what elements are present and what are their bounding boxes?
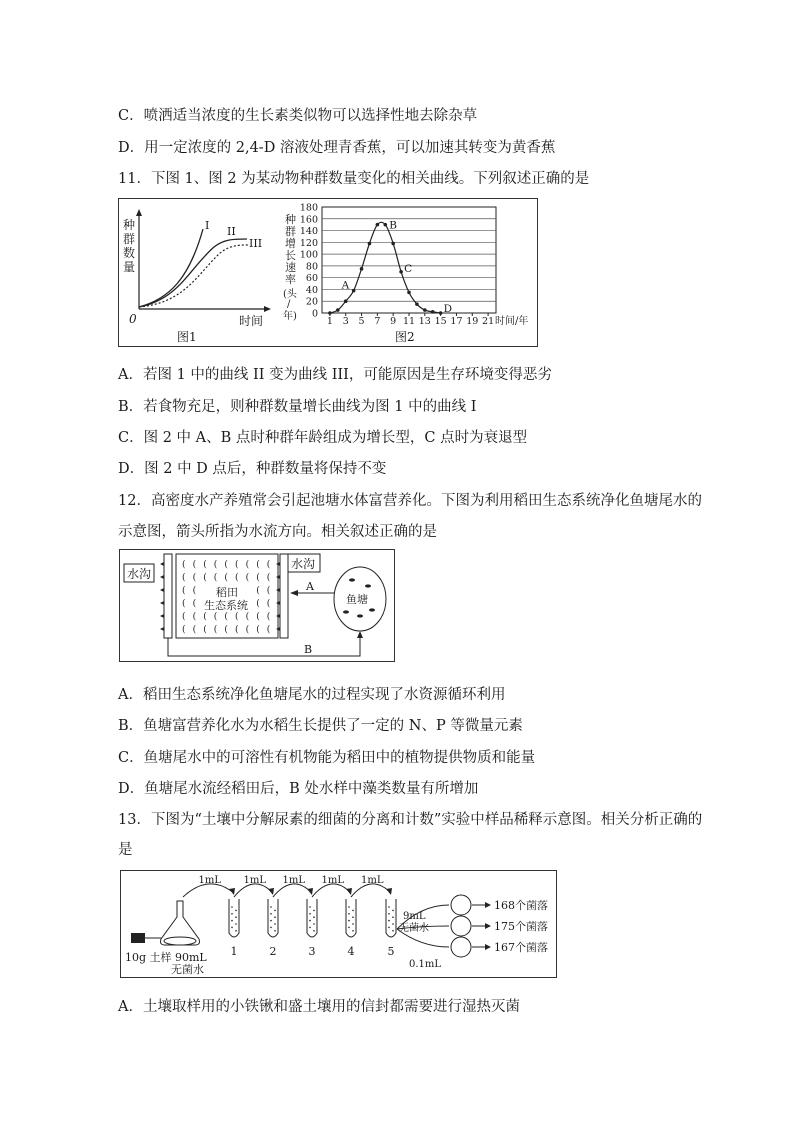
fig1-origin: 0 bbox=[129, 312, 137, 326]
sample-label: 10g 土样 bbox=[125, 951, 172, 964]
rice-plant: ( bbox=[182, 586, 186, 596]
transfer-volume: 1mL bbox=[282, 875, 305, 886]
left-flow-arrow bbox=[160, 627, 164, 631]
fig2-ylabel-0: 种 bbox=[285, 213, 296, 226]
fig2-ylabel-3: 长 bbox=[285, 249, 296, 262]
transfer-volume: 1mL bbox=[361, 875, 384, 886]
fig2-data-point bbox=[360, 267, 364, 271]
fig2-y-tick-label: 0 bbox=[311, 308, 318, 320]
tube-sediment bbox=[392, 916, 394, 918]
left-flow-arrow bbox=[160, 614, 164, 618]
fig2-xlabel: 时间/年 bbox=[495, 316, 529, 327]
tube-sediment bbox=[352, 910, 354, 912]
tube-sediment bbox=[388, 927, 390, 929]
tube-sediment bbox=[348, 920, 350, 922]
rice-plant: ( bbox=[192, 625, 197, 635]
fig2-x-tick-label: 17 bbox=[450, 316, 463, 327]
q12-option-b: B．鱼塘富营养化水为水稻生长提供了一定的 N、P 等微量元素 bbox=[118, 718, 523, 734]
arrow-b-label: B bbox=[304, 643, 313, 656]
transfer-arcs bbox=[183, 875, 392, 897]
plating-volume: 0.1mL bbox=[409, 959, 442, 970]
fig2-ylabel-8: 年) bbox=[283, 311, 297, 322]
tube-sediment bbox=[313, 930, 315, 932]
tube-sediment bbox=[231, 927, 233, 929]
q12-option-c: C．鱼塘尾水中的可溶性有机物能为稻田中的植物提供物质和能量 bbox=[118, 750, 536, 766]
tube-number: 4 bbox=[347, 945, 355, 958]
tube-number: 2 bbox=[269, 945, 277, 958]
fig2-x-tick-label: 21 bbox=[482, 316, 495, 327]
rice-plant: ( bbox=[203, 560, 207, 570]
fig2-y-tick-label: 120 bbox=[299, 237, 318, 249]
q10-option-c: C．喷洒适当浓度的生长素类似物可以选择性地去除杂草 bbox=[118, 108, 478, 124]
q13-figure-svg bbox=[121, 871, 556, 977]
right-ditch bbox=[280, 554, 288, 638]
tube-sediment bbox=[231, 913, 233, 915]
rice-plant: ( bbox=[256, 599, 260, 609]
fig2-x-tick-label: 19 bbox=[466, 316, 479, 327]
result-arrow-head bbox=[485, 902, 491, 908]
rice-plant: ( bbox=[203, 573, 207, 583]
test-tube bbox=[307, 899, 317, 937]
rice-plant: ( bbox=[213, 612, 218, 622]
tube-sediment bbox=[270, 906, 272, 908]
fig2-data-point bbox=[328, 311, 332, 315]
left-ditch bbox=[164, 554, 172, 638]
transfer-arc-head bbox=[386, 888, 392, 895]
fig2-data-point bbox=[407, 291, 411, 295]
rice-plant: ( bbox=[213, 573, 218, 583]
rice-plant: ( bbox=[245, 612, 250, 622]
fig1-y-arrow bbox=[136, 209, 142, 216]
tube-sediment bbox=[274, 916, 276, 918]
fig2-series-line bbox=[330, 219, 441, 313]
fig2-point-label-d: D bbox=[443, 303, 453, 315]
tube-sediment bbox=[313, 923, 315, 925]
tube-sediment bbox=[348, 913, 350, 915]
fig2-x-tick-label: 15 bbox=[434, 316, 447, 327]
rice-plant: ( bbox=[182, 625, 186, 635]
tube-sediment bbox=[274, 910, 276, 912]
fig2-ylabel-4: 速 bbox=[285, 261, 296, 274]
fig2-data-point bbox=[336, 308, 340, 312]
fig2-x-tick-label: 9 bbox=[390, 316, 397, 327]
tube-sediment bbox=[309, 927, 311, 929]
tube-sediment bbox=[235, 930, 237, 932]
fig2-ylabel-7: / bbox=[287, 299, 291, 310]
q10-option-d: D．用一定浓度的 2,4-D 溶液处理青香蕉，可以加速其转变为黄香蕉 bbox=[118, 140, 556, 156]
fig2-data-point bbox=[399, 270, 403, 274]
fig2-y-tick-label: 20 bbox=[305, 296, 318, 308]
fig1-label-iii: III bbox=[249, 237, 263, 250]
rice-plant: ( bbox=[245, 625, 250, 635]
q11-figure bbox=[118, 198, 538, 347]
tube-sediment bbox=[309, 906, 311, 908]
q12-option-d: D．鱼塘尾水流经稻田后，B 处水样中藻类数量有所增加 bbox=[118, 781, 479, 797]
rice-plant: ( bbox=[266, 612, 271, 622]
tube-sediment bbox=[388, 920, 390, 922]
fig2-data-point bbox=[352, 289, 356, 293]
colony-count: 175个菌落 bbox=[494, 920, 548, 933]
q12-stem-line2: 示意图，箭头所指为水流方向。相关叙述正确的是 bbox=[118, 524, 437, 540]
fig2-data-point bbox=[415, 302, 419, 306]
rice-plant: ( bbox=[224, 625, 228, 635]
fig1-curve-ii bbox=[139, 239, 247, 307]
fig1-ylabel-0: 种 bbox=[123, 218, 136, 232]
soil-sample-icon bbox=[131, 933, 145, 943]
q11-figure-svg bbox=[119, 199, 537, 346]
rice-plant: ( bbox=[192, 612, 197, 622]
rice-plant: ( bbox=[235, 573, 239, 583]
q11-stem: 11．下图 1、图 2 为某动物种群数量变化的相关曲线。下列叙述正确的是 bbox=[118, 171, 590, 187]
q11-option-c: C．图 2 中 A、B 点时种群年龄组成为增长型，C 点时为衰退型 bbox=[118, 430, 528, 446]
rice-plant: ( bbox=[256, 612, 260, 622]
transfer-arc-head bbox=[307, 888, 313, 895]
transfer-arc-head bbox=[229, 888, 235, 895]
fig2-y-tick-label: 60 bbox=[305, 273, 318, 285]
fig2-ylabel-6: (头 bbox=[283, 289, 297, 300]
tube-sediment bbox=[270, 913, 272, 915]
rice-plant: ( bbox=[224, 573, 228, 583]
rice-plant: ( bbox=[266, 625, 271, 635]
tube-sediment bbox=[235, 916, 237, 918]
tube-volume: 9mL bbox=[403, 911, 426, 922]
rice-plant: ( bbox=[266, 599, 271, 609]
fig2-caption: 图2 bbox=[395, 330, 415, 344]
fig2-grid bbox=[322, 207, 496, 313]
tube-sediment bbox=[274, 930, 276, 932]
tube-sediment bbox=[274, 923, 276, 925]
fig2-data-point bbox=[376, 223, 380, 227]
rice-plant: ( bbox=[245, 560, 250, 570]
fig2-data-point bbox=[368, 242, 372, 246]
test-tube bbox=[386, 899, 396, 937]
tube-sediment bbox=[388, 906, 390, 908]
tube-number: 3 bbox=[308, 945, 316, 958]
transfer-arc-head bbox=[268, 888, 274, 895]
rice-plant: ( bbox=[213, 625, 218, 635]
tube-number: 1 bbox=[230, 945, 238, 958]
result-arrow-head bbox=[485, 944, 491, 950]
rice-plant: ( bbox=[192, 586, 197, 596]
tube-sediment bbox=[270, 920, 272, 922]
rice-plant: ( bbox=[235, 560, 239, 570]
fig2-x-ticks bbox=[327, 313, 494, 327]
fig1-ylabel-3: 量 bbox=[123, 260, 136, 274]
rice-plant: ( bbox=[182, 599, 186, 609]
fig2-x-tick-label: 1 bbox=[326, 316, 333, 327]
rice-plant: ( bbox=[213, 560, 218, 570]
fig2-x-tick-label: 11 bbox=[402, 316, 416, 327]
fig2-ylabel-2: 增 bbox=[285, 237, 296, 250]
rice-plant: ( bbox=[224, 612, 228, 622]
fig2-y-tick-label: 80 bbox=[305, 261, 318, 273]
q13-figure bbox=[120, 870, 557, 978]
q12-option-a: A．稻田生态系统净化鱼塘尾水的过程实现了水资源循环利用 bbox=[118, 687, 506, 703]
colony-count: 167个菌落 bbox=[494, 941, 548, 954]
fig2-y-ticks bbox=[300, 203, 318, 320]
q11-option-d: D．图 2 中 D 点后，种群数量将保持不变 bbox=[118, 461, 387, 477]
rice-plant: ( bbox=[182, 573, 186, 583]
rice-plant: ( bbox=[256, 625, 260, 635]
q12-figure-svg bbox=[120, 550, 394, 661]
fig1-x-arrow bbox=[264, 306, 271, 312]
fig2-data-point bbox=[423, 308, 427, 312]
fig2-data-point bbox=[344, 299, 348, 303]
fig1-ylabel-2: 数 bbox=[123, 246, 136, 260]
fig2-x-tick-label: 13 bbox=[418, 316, 431, 327]
transfer-volume: 1mL bbox=[321, 875, 344, 886]
tube-sediment bbox=[313, 910, 315, 912]
fig2-data-point bbox=[391, 242, 395, 246]
tube-sediment bbox=[309, 920, 311, 922]
rice-plant: ( bbox=[256, 560, 260, 570]
fig2-point-label-a: A bbox=[341, 279, 350, 292]
left-flow-arrow bbox=[160, 588, 164, 592]
flask-water-label: 无菌水 bbox=[171, 963, 204, 976]
left-flow-arrow bbox=[160, 601, 164, 605]
fig2-data-point bbox=[383, 223, 387, 227]
fig2-x-tick-label: 7 bbox=[374, 316, 381, 327]
rice-plant: ( bbox=[266, 573, 271, 583]
tube-number: 5 bbox=[387, 945, 395, 958]
pond-label: 鱼塘 bbox=[346, 593, 368, 606]
q11-option-b: B．若食物充足，则种群数量增长曲线为图 1 中的曲线 I bbox=[118, 399, 477, 415]
right-ditch-label: 水沟 bbox=[291, 557, 316, 571]
left-ditch-label: 水沟 bbox=[127, 567, 152, 581]
fig2-annotations bbox=[341, 220, 452, 315]
tube-sediment bbox=[231, 906, 233, 908]
q12-figure bbox=[119, 549, 395, 662]
tube-water: 无菌水 bbox=[399, 923, 429, 934]
tube-sediment bbox=[235, 910, 237, 912]
left-flow-arrow bbox=[160, 562, 164, 566]
fig2-ylabel-5: 率 bbox=[285, 273, 296, 286]
fig2-y-tick-label: 40 bbox=[305, 284, 318, 296]
tube-sediment bbox=[235, 923, 237, 925]
q11-option-a: A．若图 1 中的曲线 II 变为曲线 III，可能原因是生存环境变得恶劣 bbox=[118, 367, 552, 383]
tube-sediment bbox=[392, 923, 394, 925]
q13-option-a: A．土壤取样用的小铁锹和盛土壤用的信封都需要进行湿热灭菌 bbox=[118, 999, 520, 1015]
rice-plant: ( bbox=[224, 560, 228, 570]
rice-plant: ( bbox=[182, 560, 186, 570]
petri-dish bbox=[451, 916, 471, 936]
rice-plant: ( bbox=[256, 573, 260, 583]
fig2-growth-rate-chart bbox=[283, 203, 528, 345]
rice-plant: ( bbox=[256, 586, 260, 596]
fig1-label-i: I bbox=[205, 219, 210, 232]
tube-sediment bbox=[392, 910, 394, 912]
tube-sediment bbox=[348, 906, 350, 908]
fig1-population-curve bbox=[123, 209, 271, 344]
test-tube bbox=[268, 899, 278, 937]
result-arrow-head bbox=[485, 923, 491, 929]
fig2-y-tick-label: 160 bbox=[299, 214, 318, 226]
q13-stem-line2: 是 bbox=[118, 842, 133, 858]
test-tube bbox=[346, 899, 356, 937]
fig2-ylabel-1: 群 bbox=[285, 225, 296, 238]
arrow-a-label: A bbox=[306, 580, 314, 593]
rice-plant: ( bbox=[182, 612, 186, 622]
fig2-data-point bbox=[431, 310, 435, 314]
tube-sediment bbox=[352, 923, 354, 925]
tube-sediment bbox=[352, 916, 354, 918]
transfer-volume: 1mL bbox=[243, 875, 266, 886]
tube-sediment bbox=[348, 927, 350, 929]
left-flow-arrow bbox=[160, 575, 164, 579]
fig2-frame bbox=[322, 207, 496, 313]
flask-volume: 90mL bbox=[175, 951, 207, 964]
rice-plant: ( bbox=[192, 599, 197, 609]
rice-plant: ( bbox=[266, 560, 271, 570]
fig2-x-tick-label: 3 bbox=[342, 316, 349, 327]
tube-sediment bbox=[313, 916, 315, 918]
rice-plant: ( bbox=[245, 573, 250, 583]
fig2-y-tick-label: 100 bbox=[299, 249, 318, 261]
fig2-x-tick-label: 5 bbox=[358, 316, 365, 327]
rice-plant: ( bbox=[192, 573, 197, 583]
rice-plant: ( bbox=[192, 560, 197, 570]
petri-dish bbox=[451, 937, 471, 957]
fig2-y-tick-label: 180 bbox=[299, 202, 318, 214]
paddy-label-1: 稻田 bbox=[216, 586, 238, 599]
transfer-arc-head bbox=[346, 888, 352, 895]
fig2-point-label-c: C bbox=[404, 262, 413, 275]
fig1-caption: 图1 bbox=[177, 330, 197, 344]
q12-stem-line1: 12．高密度水产养殖常会引起池塘水体富营养化。下图为利用稻田生态系统净化鱼塘尾水的 bbox=[118, 493, 702, 509]
fig2-y-tick-label: 140 bbox=[299, 226, 318, 238]
rice-plant: ( bbox=[266, 586, 271, 596]
fig1-curve-i bbox=[139, 229, 203, 307]
q13-stem-line1: 13．下图为“土壤中分解尿素的细菌的分离和计数”实验中样品稀释示意图。相关分析正确的 bbox=[118, 812, 703, 828]
tube-sediment bbox=[352, 930, 354, 932]
rice-plant: ( bbox=[235, 612, 239, 622]
test-tube bbox=[229, 899, 239, 937]
rice-plant: ( bbox=[235, 625, 239, 635]
tube-sediment bbox=[388, 913, 390, 915]
rice-plant: ( bbox=[203, 612, 207, 622]
tube-sediment bbox=[309, 913, 311, 915]
fig1-label-ii: II bbox=[227, 225, 236, 238]
arrow-b-head bbox=[357, 631, 363, 638]
rice-plant: ( bbox=[203, 625, 207, 635]
paddy-label-2: 生态系统 bbox=[204, 599, 248, 612]
fig1-xlabel: 时间 bbox=[239, 314, 264, 328]
dilution-tubes bbox=[229, 899, 396, 958]
tube-sediment bbox=[392, 930, 394, 932]
transfer-volume: 1mL bbox=[198, 875, 221, 886]
fig1-ylabel-1: 群 bbox=[123, 232, 136, 246]
fig2-point-label-b: B bbox=[389, 219, 397, 232]
colony-count: 168个菌落 bbox=[494, 899, 548, 912]
tube-sediment bbox=[231, 920, 233, 922]
tube-sediment bbox=[270, 927, 272, 929]
fig2-data-point bbox=[439, 311, 443, 315]
petri-dish bbox=[451, 895, 471, 915]
arrow-a-head bbox=[290, 590, 298, 596]
